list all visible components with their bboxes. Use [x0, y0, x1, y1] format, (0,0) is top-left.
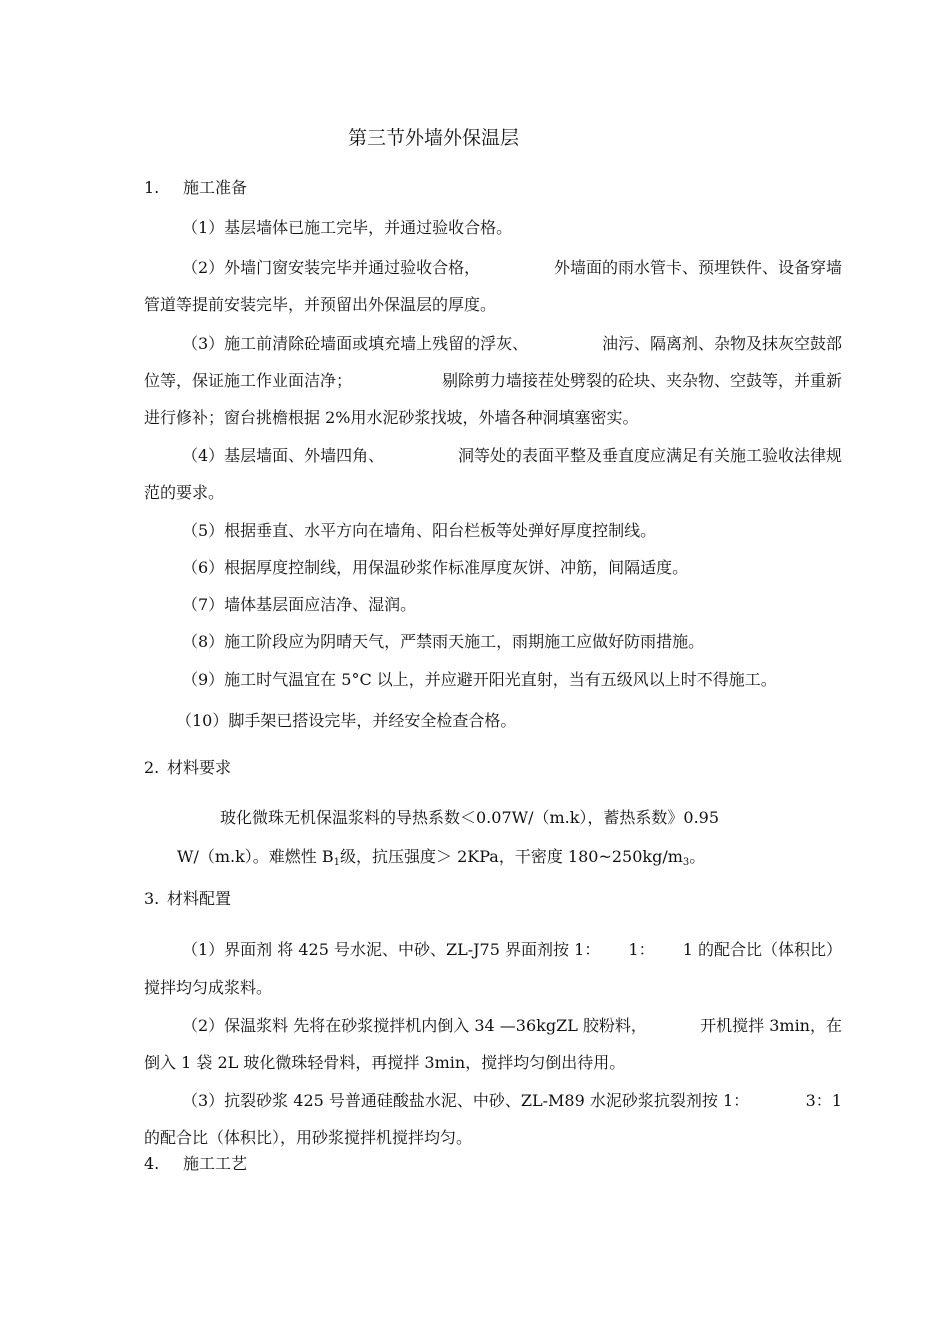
prep-item-2-line-2: 管道等提前安装完毕，并预留出外保温层的厚度。 — [144, 295, 497, 314]
material-spec-line-1: 玻化微珠无机保温浆料的导热系数＜0.07W/（m.k），蓄热系数》0.95 — [220, 808, 720, 827]
prep-item-4-line-2: 范的要求。 — [144, 483, 225, 502]
section-1-heading: 施工准备 — [183, 178, 248, 197]
prep-item-6: （6）根据厚度控制线，用保温砂浆作标准厚度灰饼、冲筋，间隔适度。 — [182, 558, 689, 577]
prep-item-3-line-3: 进行修补；窗台挑檐根据 2%用水泥砂浆找坡，外墙各种洞填塞密实。 — [144, 408, 639, 427]
section-4-heading: 施工工艺 — [183, 1154, 248, 1173]
section-3-number: 3. — [144, 889, 160, 908]
prep-item-2-part-1: （2）外墙门窗安装完毕并通过验收合格， — [182, 258, 481, 277]
section-2-heading: 材料要求 — [167, 758, 232, 777]
material-spec-text-b: 级，抗压强度＞ 2KPa，干密度 180~250kg/m — [340, 847, 683, 866]
mix-item-1-part-1: （1）界面剂 将 425 号水泥、中砂、ZL-J75 界面剂按 1： — [182, 940, 601, 959]
prep-item-3-part-4: 剔除剪力墙接茬处劈裂的砼块、夹杂物、空鼓等，并重新 — [441, 371, 842, 390]
mix-item-1-line-1 — [182, 940, 842, 960]
prep-item-4-part-1: （4）基层墙面、外墙四角、 — [182, 446, 385, 465]
section-2-number: 2. — [144, 758, 160, 777]
prep-item-3-line-1 — [182, 334, 842, 354]
section-3-heading: 材料配置 — [167, 889, 232, 908]
section-1-number: 1. — [144, 178, 160, 197]
prep-item-2-part-2: 外墙面的雨水管卡、预埋铁件、设备穿墙 — [553, 258, 842, 277]
fire-class-subscript: 1 — [333, 857, 341, 868]
prep-item-8: （8）施工阶段应为阴晴天气，严禁雨天施工，雨期施工应做好防雨措施。 — [182, 632, 705, 651]
mix-item-3-part-1: （3）抗裂砂浆 425 号普通硅酸盐水泥、中砂、ZL-M89 水泥砂浆抗裂剂按 1： — [182, 1091, 750, 1110]
mix-item-2-line-1 — [182, 1016, 842, 1036]
mix-item-2-part-1: （2）保温浆料 先将在砂浆搅拌机内倒入 34 —36kgZL 胶粉料， — [182, 1016, 647, 1035]
mix-item-1-part-2: 1： — [628, 940, 655, 959]
prep-item-5: （5）根据垂直、水平方向在墙角、阳台栏板等处弹好厚度控制线。 — [182, 521, 657, 540]
mix-item-3-part-2: 3：1 — [805, 1091, 842, 1110]
prep-item-2-line-1 — [182, 258, 842, 278]
prep-item-9: （9）施工时气温宜在 5°C 以上，并应避开阳光直射，当有五级风以上时不得施工。 — [182, 670, 777, 689]
mix-item-2-part-2: 开机搅拌 3min，在 — [700, 1016, 842, 1035]
mix-item-2-line-2: 倒入 1 袋 2L 玻化微珠轻骨料，再搅拌 3min，搅拌均匀倒出待用。 — [144, 1053, 626, 1072]
section-title: 第三节外墙外保温层 — [348, 127, 520, 149]
material-spec-line-2 — [177, 847, 705, 873]
mix-item-3-line-1 — [182, 1091, 842, 1111]
mix-item-1-part-3: 1 的配合比（体积比） — [682, 940, 842, 959]
prep-item-3-part-2: 油污、隔离剂、杂物及抹灰空鼓部 — [601, 334, 842, 353]
density-unit-subscript: 3 — [682, 857, 690, 868]
prep-item-4-part-2: 洞等处的表面平整及垂直度应满足有关施工验收法律规 — [457, 446, 842, 465]
prep-item-1: （1）基层墙体已施工完毕，并通过验收合格。 — [182, 218, 513, 237]
material-spec-text-c: 。 — [689, 847, 706, 866]
section-4-number: 4. — [144, 1154, 160, 1173]
mix-item-1-line-2: 搅拌均匀成浆料。 — [144, 978, 273, 997]
prep-item-3-part-3: 位等，保证施工作业面洁净； — [144, 371, 353, 390]
prep-item-3-part-1: （3）施工前清除砼墙面或填充墙上残留的浮灰、 — [182, 334, 529, 353]
prep-item-4-line-1 — [182, 446, 842, 466]
prep-item-3-line-2 — [144, 371, 842, 391]
prep-item-7: （7）墙体基层面应洁净、湿润。 — [182, 595, 417, 614]
mix-item-3-line-2: 的配合比（体积比），用砂浆搅拌机搅拌均匀。 — [144, 1128, 473, 1147]
material-spec-text-a: W/（m.k）。难燃性 B — [177, 847, 334, 866]
prep-item-10: （10）脚手架已搭设完毕，并经安全检查合格。 — [176, 711, 517, 730]
